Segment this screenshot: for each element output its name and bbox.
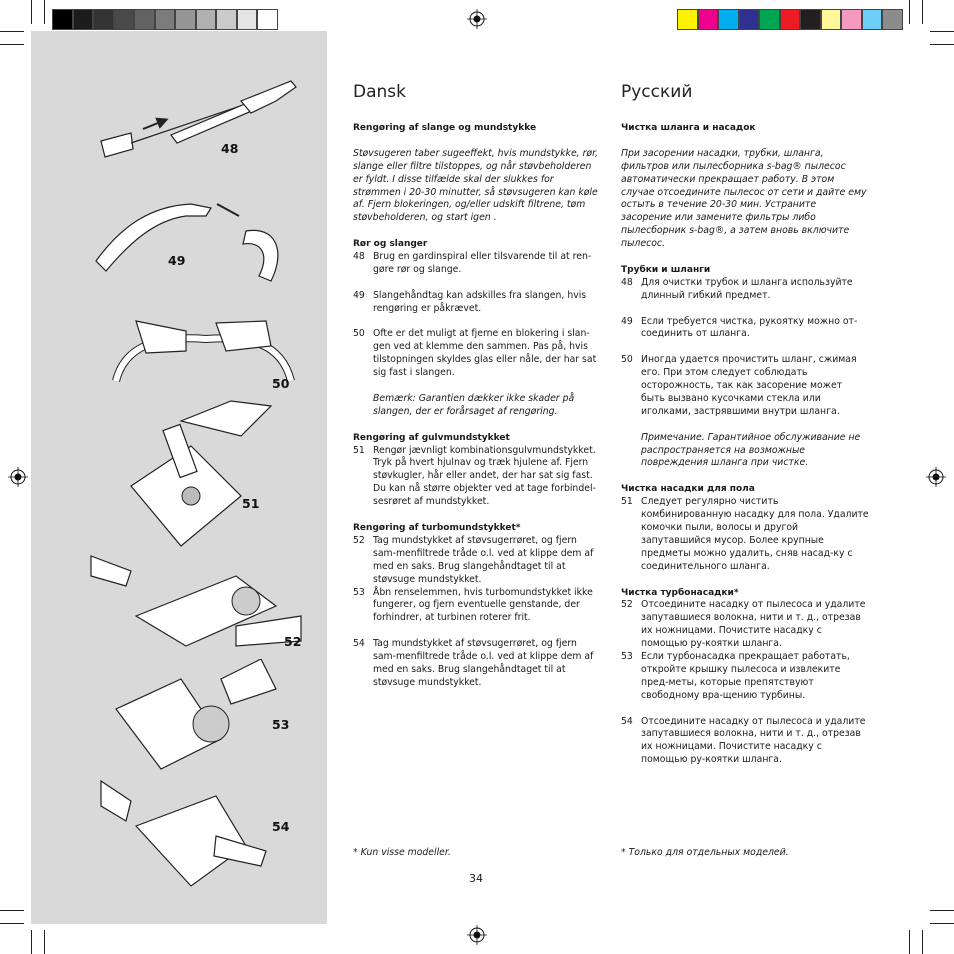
item-number: 54 xyxy=(621,715,633,727)
item-text: Отсоедините насадку от пылесоса и удалите запутавшиеся волокна, нити и т. д., отрезав их ножницами. Почистите насадку с помощью ру-коятки шланга. xyxy=(641,599,866,650)
item-number: 52 xyxy=(621,599,633,611)
list-item xyxy=(621,496,869,573)
section-heading: Rengøring af slange og mundstykke xyxy=(353,123,537,133)
crop-mark xyxy=(922,930,923,954)
item-number: 53 xyxy=(353,586,365,598)
tube-cleaning-illustration xyxy=(91,71,301,181)
color-swatch xyxy=(237,9,258,30)
item-text: Если требуется чистка, рукоятку можно от-соединить от шланга. xyxy=(641,315,858,340)
item-text: Rengør jævnligt kombinationsgulvmundstykket. Tryk på hvert hjulnav og træk hjulene af. Fjern støvkugler, hår eller andet, der har sat sig fast. Du kan nå større objekter ved at tage forbindel-sesrøret af mundstykket. xyxy=(373,444,596,508)
item-text: Для очистки трубок и шланга используйте длинный гибкий предмет. xyxy=(641,276,853,301)
item-text: Если турбонасадка прекращает работать, откройте крышку пылесоса и извлеките пред-меты, которые препятствуют свободному вра-щению турбины. xyxy=(641,651,850,701)
russian-column xyxy=(621,122,869,767)
note-text: Примечание. Гарантийное обслуживание не распространяется на возможные повреждения шланга при чистке. xyxy=(641,431,861,469)
list-item xyxy=(353,445,599,510)
color-swatch xyxy=(52,9,73,30)
section-heading: Rengøring af gulvmundstykket xyxy=(353,432,510,443)
illustration-panel xyxy=(31,31,327,924)
registration-mark-icon xyxy=(467,925,487,945)
figure-number: 49 xyxy=(168,253,186,268)
item-number: 53 xyxy=(621,651,633,663)
crop-mark xyxy=(0,44,24,45)
list-item xyxy=(353,290,599,316)
figure-number: 48 xyxy=(221,141,239,156)
color-swatch xyxy=(718,9,739,30)
crop-mark xyxy=(930,44,954,45)
item-number: 51 xyxy=(621,496,633,508)
color-swatch xyxy=(780,9,801,30)
color-swatch xyxy=(114,9,135,30)
item-number: 49 xyxy=(621,315,633,327)
item-text: Иногда удается прочистить шланг, сжимая его. При этом следует соблюдать осторожность, так как засорение может быть вызвано кусочками стекла или иголками, застрявшими внутри шланга. xyxy=(641,354,857,417)
crop-mark xyxy=(922,0,923,24)
item-number: 50 xyxy=(353,328,365,340)
color-swatch xyxy=(841,9,862,30)
list-item xyxy=(621,716,869,768)
color-swatch xyxy=(739,9,760,30)
crop-mark xyxy=(0,910,24,911)
item-number: 49 xyxy=(353,289,365,301)
section-heading: Rengøring af turbomundstykket* xyxy=(353,522,521,533)
grayscale-color-bar xyxy=(52,9,278,30)
list-item xyxy=(621,651,869,703)
figure-number: 54 xyxy=(272,819,290,834)
crop-mark xyxy=(0,31,24,32)
figure-number: 50 xyxy=(272,376,290,391)
item-text: Отсоедините насадку от пылесоса и удалите запутавшиеся волокна, нити и т. д., отрезав их ножницами. Почистите насадку с помощью ру-коятки шланга. xyxy=(641,715,866,766)
crop-mark xyxy=(44,0,45,24)
color-swatch xyxy=(862,9,883,30)
process-color-bar xyxy=(677,9,903,30)
dansk-column xyxy=(353,122,599,690)
crop-mark xyxy=(930,910,954,911)
crop-mark xyxy=(0,923,24,924)
item-number: 52 xyxy=(353,534,365,546)
footnote: * Kun visse modeller. xyxy=(353,847,451,858)
item-text: Brug en gardinspiral eller tilsvarende til at ren-gøre rør og slange. xyxy=(373,251,592,275)
item-list xyxy=(353,445,599,510)
color-swatch xyxy=(216,9,237,30)
note-text: Bemærk: Garantien dækker ikke skader på slangen, der er forårsaget af rengøring. xyxy=(373,392,575,417)
item-number: 54 xyxy=(353,638,365,650)
color-swatch xyxy=(73,9,94,30)
crop-mark xyxy=(31,930,32,954)
item-list xyxy=(353,251,599,380)
section-heading: Чистка шланга и насадок xyxy=(621,123,756,133)
intro-text: При засорении насадки, трубки, шланга, фильтров или пылесборника s-bag® пылесос автоматически прекращает работу. В этом случае отсоедините пылесос от сети и дайте ему остыть в течение 20-30 мин. Устраните засорение или замените фильтры либо пылесборник s-bag®, а затем вновь включите пылесос. xyxy=(621,147,867,250)
item-list xyxy=(353,535,599,690)
turbo-nozzle-cut-illustration xyxy=(86,546,311,656)
crop-mark xyxy=(930,31,954,32)
crop-mark xyxy=(909,930,910,954)
item-number: 50 xyxy=(621,354,633,366)
intro-text: Støvsugeren taber sugeeffekt, hvis mundstykke, rør, slange eller filtre tilstoppes, og når støvbeholderen er fyldt. I disse tilfælde skal der slukkes for strømmen i 20-30 minutter, så støvsugeren kan køle af. Fjern blokeringen, og/eller udskift filtrene, tøm støvbeholderen, og start igen . xyxy=(353,147,599,224)
turbo-nozzle-handle-illustration xyxy=(96,776,271,896)
list-item xyxy=(621,354,869,419)
item-list xyxy=(621,599,869,767)
color-swatch xyxy=(196,9,217,30)
item-text: Ofte er det muligt at fjerne en blokering i slan-gen ved at klemme den sammen. Pas på, hvis tilstopningen skyldes glas eller nåle, der har sat sig fast i slangen. xyxy=(373,328,597,379)
list-item xyxy=(353,328,599,380)
list-item xyxy=(621,316,869,342)
registration-mark-icon xyxy=(8,467,28,487)
crop-mark xyxy=(31,0,32,24)
list-item xyxy=(353,587,599,626)
color-swatch xyxy=(175,9,196,30)
item-number: 51 xyxy=(353,444,365,456)
section-heading: Трубки и шланги xyxy=(621,264,711,275)
item-text: Slangehåndtag kan adskilles fra slangen, hvis rengøring er påkrævet. xyxy=(373,289,587,314)
floor-nozzle-illustration xyxy=(121,396,291,566)
list-item xyxy=(353,251,599,277)
list-item xyxy=(353,638,599,690)
crop-mark xyxy=(930,923,954,924)
color-swatch xyxy=(155,9,176,30)
item-list xyxy=(621,496,869,573)
color-swatch xyxy=(759,9,780,30)
list-item xyxy=(353,535,599,587)
color-swatch xyxy=(800,9,821,30)
russian-title: Русский xyxy=(621,82,693,102)
item-text: Åbn renselemmen, hvis turbomundstykket ikke fungerer, og fjern eventuelle genstande, der forhindrer, at turbinen roterer frit. xyxy=(373,586,593,624)
color-swatch xyxy=(821,9,842,30)
crop-mark xyxy=(44,930,45,954)
registration-mark-icon xyxy=(926,467,946,487)
item-number: 48 xyxy=(353,251,365,263)
item-text: Tag mundstykket af støvsugerrøret, og fjern sam-menfiltrede tråde o.l. ved at klippe dem af med en saks. Brug slangehåndtaget til at støvsuge mundstykket. xyxy=(373,638,594,688)
color-swatch xyxy=(257,9,278,30)
list-item xyxy=(621,599,869,651)
figure-number: 53 xyxy=(272,717,290,732)
turbo-nozzle-open-illustration xyxy=(111,659,281,779)
section-heading: Чистка турбонасадки* xyxy=(621,587,739,598)
color-swatch xyxy=(93,9,114,30)
figure-number: 51 xyxy=(242,496,260,511)
hose-handle-illustration xyxy=(91,186,311,296)
color-swatch xyxy=(698,9,719,30)
crop-mark xyxy=(909,0,910,24)
color-swatch xyxy=(134,9,155,30)
dansk-title: Dansk xyxy=(353,82,406,102)
page-number: 34 xyxy=(469,872,483,885)
list-item xyxy=(621,277,869,303)
item-list xyxy=(621,277,869,419)
item-number: 48 xyxy=(621,276,633,288)
item-text: Tag mundstykket af støvsugerrøret, og fjern sam-menfiltrede tråde o.l. ved at klippe dem af med en saks. Brug slangehåndtaget til at støvsuge mundstykket. xyxy=(373,534,594,585)
color-swatch xyxy=(882,9,903,30)
color-swatch xyxy=(677,9,698,30)
section-heading: Rør og slanger xyxy=(353,239,428,250)
figure-number: 52 xyxy=(284,634,302,649)
section-heading: Чистка насадки для пола xyxy=(621,484,755,495)
item-text: Следует регулярно чистить комбинированную насадку для пола. Удалите комочки пыли, волосы и другой запутавшийся мусор. Более крупные предметы можно удалить, сняв насад-ку с соединительного шланга. xyxy=(641,496,869,572)
footnote: * Только для отдельных моделей. xyxy=(621,847,789,858)
registration-mark-icon xyxy=(467,9,487,29)
